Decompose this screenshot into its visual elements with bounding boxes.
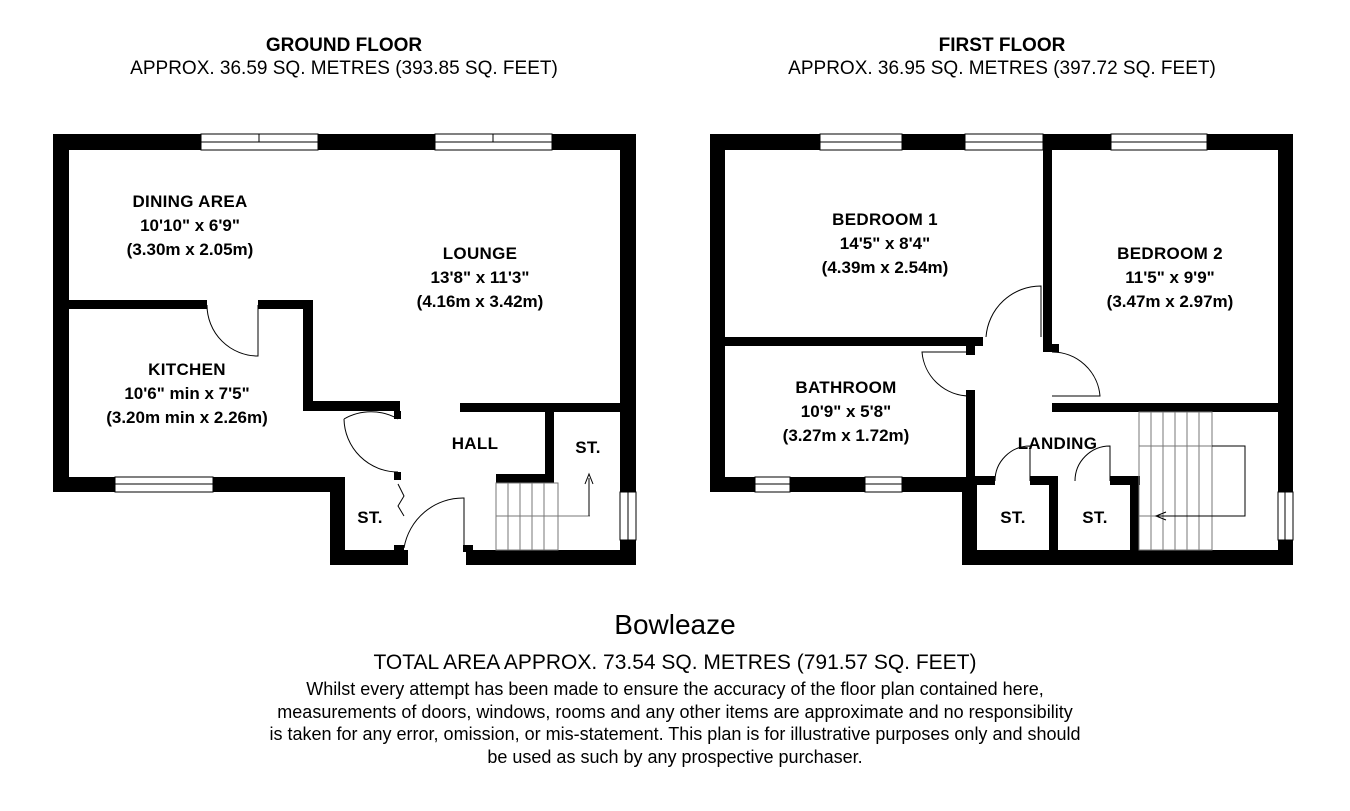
room-name: ST.: [357, 508, 383, 527]
room-store-right: [1068, 506, 1122, 530]
room-name: ST.: [1000, 508, 1026, 527]
room-name: BEDROOM 2: [1117, 244, 1223, 263]
disclaimer-line: is taken for any error, omission, or mis-statement. This plan is for illustrative purposes only and should: [269, 724, 1081, 744]
total-area: TOTAL AREA APPROX. 73.54 SQ. METRES (791.57 SQ. FEET): [373, 651, 977, 674]
disclaimer-line: measurements of doors, windows, rooms and any other items are approximate and no responsibility: [277, 701, 1073, 722]
room-store-left: [988, 506, 1038, 530]
first-floor-walls: [710, 134, 1293, 565]
ground-floor-area: APPROX. 36.59 SQ. METRES (393.85 SQ. FEET): [130, 58, 558, 79]
room-name: HALL: [451, 434, 499, 453]
room-name: LOUNGE: [442, 244, 518, 263]
first-floor-stairs: [1139, 412, 1245, 550]
disclaimer: [0, 678, 1350, 768]
room-name: KITCHEN: [148, 360, 226, 379]
property-name: Bowleaze: [614, 609, 736, 640]
room-dining-area: [80, 190, 300, 262]
room-imperial: 10'6" min x 7'5": [124, 384, 250, 403]
ground-floor-title: GROUND FLOOR: [265, 35, 423, 56]
room-metric: (4.39m x 2.54m): [821, 258, 949, 277]
room-metric: (3.27m x 1.72m): [782, 426, 910, 445]
room-imperial: 14'5" x 8'4": [839, 234, 931, 253]
room-name: DINING AREA: [132, 192, 248, 211]
room-bedroom-2: [1060, 242, 1280, 314]
room-lounge: [355, 242, 605, 314]
room-metric: (3.47m x 2.97m): [1106, 292, 1234, 311]
disclaimer-line: be used as such by any prospective purchaser.: [487, 746, 863, 767]
room-name: ST.: [1082, 508, 1108, 527]
first-floor-plan: [710, 134, 1293, 565]
room-landing: [1010, 432, 1105, 456]
room-metric: (3.20m min x 2.26m): [106, 408, 268, 427]
room-hall: [435, 432, 515, 456]
room-imperial: 11'5" x 9'9": [1125, 268, 1215, 287]
room-store-hall: [345, 506, 395, 530]
disclaimer-line: Whilst every attempt has been made to ensure the accuracy of the floor plan contained here,: [306, 679, 1044, 699]
room-bedroom-1: [770, 208, 1000, 280]
room-imperial: 10'10" x 6'9": [140, 216, 240, 235]
first-floor-title: FIRST FLOOR: [938, 35, 1066, 56]
room-name: BEDROOM 1: [832, 210, 938, 229]
room-bathroom: [736, 376, 956, 448]
ground-floor-stairs: [496, 474, 593, 550]
room-kitchen: [72, 358, 302, 430]
room-metric: (3.30m x 2.05m): [126, 240, 254, 259]
room-name: ST.: [575, 438, 601, 457]
room-metric: (4.16m x 3.42m): [416, 292, 544, 311]
room-name: LANDING: [1017, 434, 1098, 453]
first-floor-area: APPROX. 36.95 SQ. METRES (397.72 SQ. FEET): [788, 58, 1216, 79]
room-name: BATHROOM: [795, 378, 897, 397]
room-imperial: 13'8" x 11'3": [430, 268, 530, 287]
room-store-stairs: [560, 436, 616, 460]
room-imperial: 10'9" x 5'8": [800, 402, 892, 421]
